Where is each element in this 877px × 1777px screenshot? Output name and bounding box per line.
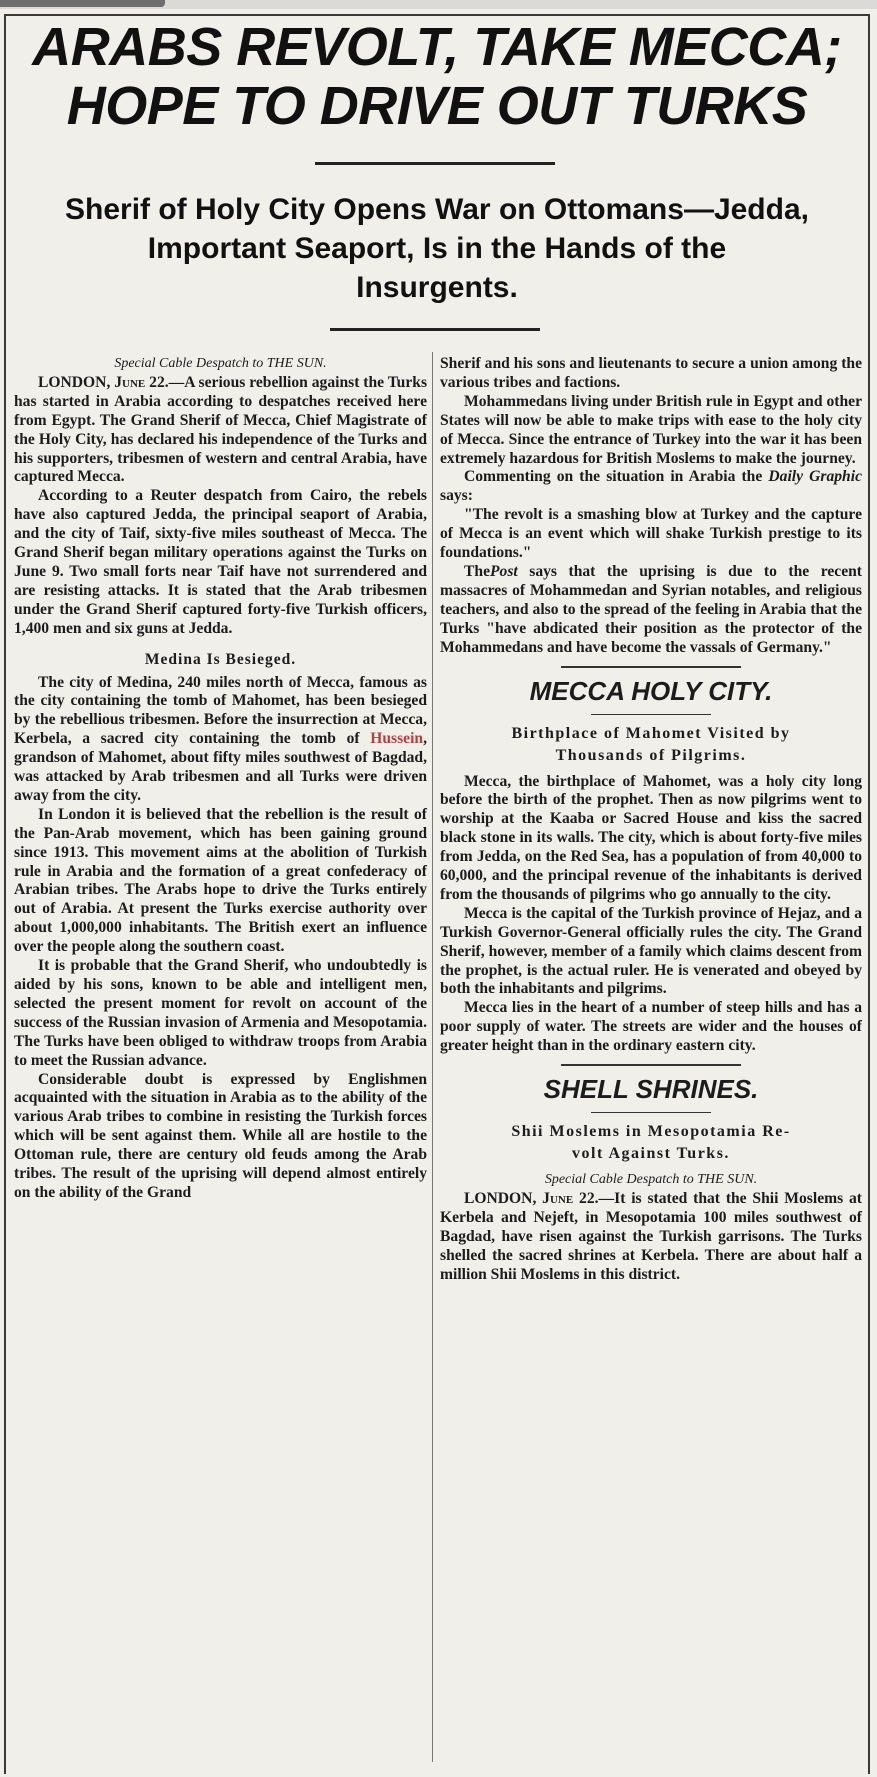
paragraph-1-text: —A serious rebellion against the Turks has started in Arabia according to despatches received here from Egypt. The Grand Sherif of Mecca, Chief Magistrate of the Holy City, has declared his independence of the Turks and his supporters, tribesmen of western and central Arabia, have captured Mecca. <box>14 373 428 486</box>
subhead-line-2: Important Seaport, Is in the Hands of the <box>147 232 727 265</box>
section-divider-1 <box>561 666 741 668</box>
scrollbar-track[interactable] <box>0 0 877 9</box>
subhead-line-1: Sherif of Holy City Opens War on Ottomans—Jedda, <box>65 193 809 226</box>
shrines-dateline: Special Cable Despatch to THE SUN. <box>544 1172 758 1188</box>
paragraph-3-text-b: , grandson of Mahomet, about fifty miles southwest of Bagdad, was attacked by Arab tribesmen and all Turks were driven away from the city. <box>14 730 427 804</box>
mecca-paragraph-2: Mecca is the capital of the Turkish province of Hejaz, and a Turkish Governor-General officially rules the city. The Grand Sherif, however, member of a family which claims descent from the prophet, is the actual ruler. He is venerated and obeyed by both the inhabitants and pilgrims. <box>440 904 862 998</box>
section-divider-3 <box>561 1064 741 1066</box>
section-divider-2 <box>591 714 711 715</box>
paragraph-r3-text-a: Commenting on the situation in Arabia the <box>464 468 769 486</box>
paragraph-r3 <box>440 468 862 506</box>
subhead-divider <box>330 328 540 331</box>
mecca-sub-line-1: Birthplace of Mahomet Visited by <box>511 724 791 742</box>
mecca-sub-line-2: Thousands of Pilgrims. <box>555 746 747 764</box>
main-headline <box>12 18 862 136</box>
headline-line-2: HOPE TO DRIVE OUT TURKS <box>66 76 808 136</box>
left-column <box>14 355 427 1203</box>
paragraph-r5-text-a: The <box>464 562 490 580</box>
subheadline <box>12 190 862 307</box>
section-subtitle-mecca <box>440 723 862 767</box>
paragraph-1 <box>14 374 427 487</box>
paragraph-r5-text-b: says that the uprising is due to the recent massacres of Mohammedan and Syrian notables, and religious teachers, and also to the spread of the feeling in Arabia that the Turks "have abdicated their position as the protector of the Mohammedans and have become the vassals of Germany." <box>440 562 862 656</box>
section-subtitle-shrines <box>440 1121 862 1165</box>
paragraph-4: In London it is believed that the rebellion is the result of the Pan-Arab movement, which has been gaining ground since 1913. This movement aims at the abolition of Turkish rule in Arabia and the formation of a great confederacy of Arabian tribes. The Arabs hope to drive the Turks entirely out of Arabia. At present the Turks exercise authority over about 1,000,000 inhabitants. The British exert an influence over the people along the southern coast. <box>14 805 427 956</box>
dateline-location: LONDON, June 22. <box>38 373 169 391</box>
paragraph-2: According to a Reuter despatch from Cairo, the rebels have also captured Jedda, the principal seaport of Arabia, and the city of Taif, sixty-five miles southeast of Mecca. The Grand Sherif began military operations against the Turks on June 9. Two small forts near Taif have not surrendered and are resisting attacks. It is stated that the Arab tribesmen under the Grand Sherif captured forty-five Turkish officers, 1,400 men and six guns at Jedda. <box>14 487 427 637</box>
paragraph-r3-text-b: says: <box>440 487 473 505</box>
paragraph-6: Considerable doubt is expressed by Englishmen acquainted with the situation in Arabia as to the ability of the various Arab tribes to combine in resisting the Turkish forces which will be sent against them. While all are hostile to the Ottoman rule, there are century old feuds among the Arab tribes. The result of the uprising will depend almost entirely on the ability of the Grand <box>14 1070 427 1201</box>
headline-divider <box>315 162 555 165</box>
shrines-sub-line-1: Shii Moslems in Mesopotamia Re- <box>511 1123 791 1141</box>
mecca-paragraph-3: Mecca lies in the heart of a number of steep hills and has a poor supply of water. The streets are wider and the houses of greater height than in the ordinary eastern city. <box>440 999 862 1055</box>
shrines-paragraph-1 <box>440 1190 862 1285</box>
shrines-dateline-location: LONDON, June 22. <box>464 1190 599 1207</box>
paragraph-5: It is probable that the Grand Sherif, who undoubtedly is aided by his sons, known to be able and intelligent men, selected the present moment for revolt on account of the success of the Russian invasion of Armenia and Mesopotamia. The Turks have been obliged to withdraw troops from Arabia to meet the Russian advance. <box>14 957 427 1069</box>
mecca-paragraph-1: Mecca, the birthplace of Mahomet, was a holy city long before the birth of the prophet. Then as now pilgrims went to worship at the Kaaba or Sacred House and kiss the sacred black stone in its walls. The city, which is about forty-five miles from Jedda, on the Red Sea, has a population of from 40,000 to 60,000, and the principal revenue of the inhabitants is derived from the thousands of pilgrims who go annually to the city. <box>440 772 862 903</box>
column-divider <box>432 352 433 1762</box>
section-title-mecca: MECCA HOLY CITY. <box>529 675 773 706</box>
dateline: Special Cable Despatch to THE SUN. <box>114 356 327 371</box>
section-head-medina: Medina Is Besieged. <box>144 650 297 668</box>
paragraph-r2: Mohammedans living under British rule in Egypt and other States will now be able to make trips with ease to the holy city of Mecca. Since the entrance of Turkey into the war it has been extremely hazardous for British Moslems to make the journey. <box>440 392 862 467</box>
section-title-shrines: SHELL SHRINES. <box>543 1074 759 1105</box>
paragraph-3-text-a: The city of Medina, 240 miles north of Mecca, famous as the city containing the tomb of Mahomet, has been besieged by the rebellious tribesmen. Before the insurrection at Mecca, Kerbela, a sacred city containing the tomb of <box>14 673 427 748</box>
paragraph-continued: Sherif and his sons and lieutenants to secure a union among the various tribes and factions. <box>440 355 862 391</box>
shrines-paragraph-1-text: —It is stated that the Shii Moslems at Kerbela and Nejeft, in Mesopotamia 100 miles southwest of Bagdad, have risen against the Turkish garrisons. The Turks shelled the sacred shrines at Kerbela. There are about half a million Shii Moslems in this district. <box>440 1190 862 1283</box>
newspaper-name-post: Post <box>490 562 518 580</box>
shrines-sub-line-2: volt Against Turks. <box>572 1145 730 1163</box>
paragraph-3 <box>14 674 427 806</box>
subhead-line-3: Insurgents. <box>356 271 518 304</box>
highlighted-name: Hussein <box>370 730 424 748</box>
scrollbar-thumb[interactable] <box>0 0 165 7</box>
section-divider-4 <box>591 1112 711 1113</box>
paragraph-r5 <box>440 563 862 658</box>
newspaper-name-graphic: Daily Graphic <box>768 468 862 486</box>
right-column <box>440 355 862 1285</box>
headline-line-1: ARABS REVOLT, TAKE MECCA; <box>32 17 842 77</box>
paragraph-r4: "The revolt is a smashing blow at Turkey and the capture of Mecca is an event which will shake Turkish prestige to its foundations." <box>440 506 862 562</box>
